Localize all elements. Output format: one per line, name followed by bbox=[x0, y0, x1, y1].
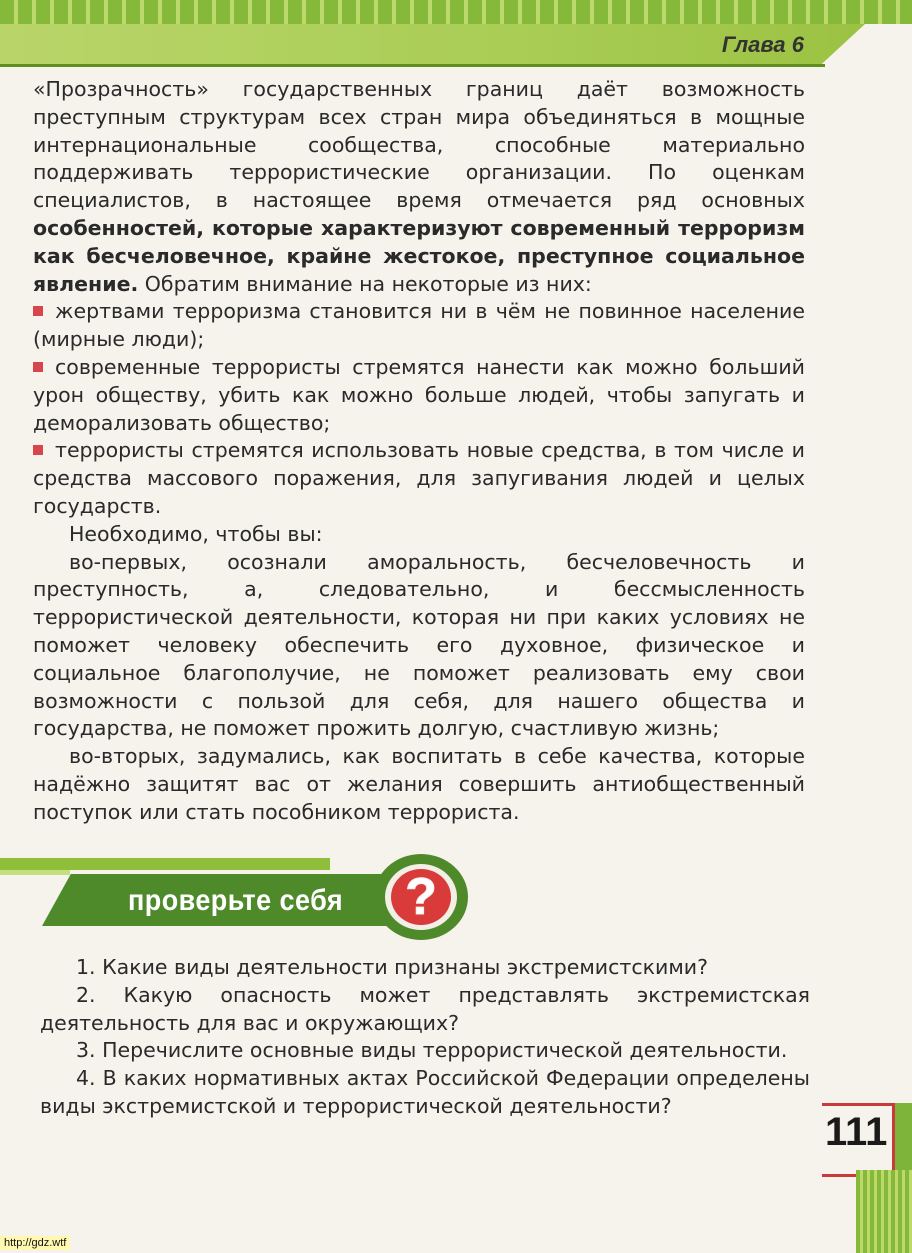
page-tab-green bbox=[892, 1103, 912, 1173]
question-mark-icon bbox=[372, 852, 470, 942]
bullet-item bbox=[33, 298, 805, 354]
banner-stripe-light bbox=[0, 870, 70, 875]
bullet-text: современные террористы стремятся нанести как можно больший урон обществу, убить как можно больше людей, чтобы запугать и деморализовать общество; bbox=[33, 354, 805, 435]
banner-label: проверьте себя bbox=[128, 884, 344, 917]
question-mark-glyph: ? bbox=[405, 868, 437, 926]
bold-statement: особенностей, которые характеризуют современный терроризм как бесчеловечное, крайне жестокое, преступное социальное явление. bbox=[33, 215, 805, 296]
bullet-square-icon bbox=[33, 362, 43, 372]
banner-stripe bbox=[0, 858, 330, 870]
bullet-item bbox=[33, 354, 805, 437]
question-item: 3. Перечислите основные виды террористической деятельности. bbox=[76, 1038, 788, 1063]
bullet-text: террористы стремятся использовать новые средства, в том числе и средства массового поражения, для запугивания людей и целых государств. bbox=[33, 438, 805, 518]
after-bold-text: Обратим внимание на некоторые из них: bbox=[138, 271, 592, 296]
bullet-square-icon bbox=[33, 445, 43, 455]
question-item: 2. Какую опасность может представлять экстремистская деятельность для вас и окружающих? bbox=[40, 982, 810, 1035]
page-number: 111 bbox=[825, 1110, 888, 1154]
necessary-line: Необходимо, чтобы вы: bbox=[69, 521, 323, 546]
chapter-title: Глава 6 bbox=[721, 32, 804, 57]
bullet-item bbox=[33, 437, 805, 520]
second-point: во-вторых, задумались, как воспитать в себе качества, которые надёжно защитят вас от желания совершить антиобщественный поступок или стать пособником террориста. bbox=[33, 744, 805, 824]
main-text bbox=[33, 76, 805, 827]
bullet-square-icon bbox=[33, 306, 43, 316]
bullet-text: жертвами терроризма становится ни в чём не повинное население (мирные люди); bbox=[33, 299, 805, 352]
intro-text: «Прозрачность» государственных границ даёт возможность преступным структурам всех стран мира объединяться в мощные интернациональные сообщества, способные материально поддерживать террористические организации. По оценкам специалистов, в настоящее время отмечается ряд основных bbox=[33, 77, 805, 213]
header-stripes bbox=[0, 0, 912, 24]
questions-list bbox=[40, 954, 810, 1121]
chapter-header bbox=[0, 0, 912, 66]
check-yourself-banner bbox=[0, 850, 470, 945]
header-line bbox=[0, 64, 825, 67]
corner-stripes bbox=[856, 1170, 912, 1253]
watermark: http://gdz.wtf bbox=[0, 1236, 70, 1250]
first-point: во-первых, осознали аморальность, бесчеловечность и преступность, а, следовательно, и бессмысленность террористической деятельности, которая ни при каких условиях не поможет человеку обеспечить его духовное, физическое и социальное благополучие, не поможет реализовать ему свои возможности с пользой для себя, для нашего общества и государства, не поможет прожить долгую, счастливую жизнь; bbox=[33, 549, 805, 741]
question-item: 4. В каких нормативных актах Российской Федерации определены виды экстремистской и террористической деятельности? bbox=[40, 1066, 810, 1118]
question-item: 1. Какие виды деятельности признаны экстремистскими? bbox=[76, 955, 708, 979]
intro-paragraph bbox=[33, 76, 805, 298]
